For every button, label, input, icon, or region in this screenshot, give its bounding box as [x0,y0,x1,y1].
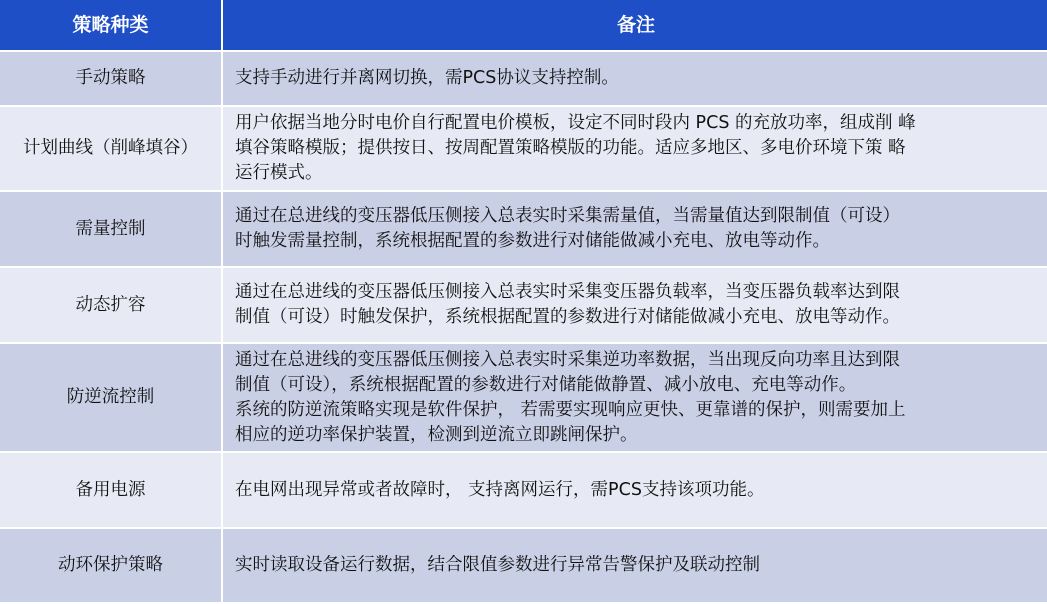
remark-line: 通过在总进线的变压器低压侧接入总表实时采集需量值，当需量值达到限制值（可设） [235,206,900,226]
header-remarks: 备注 [223,0,1047,52]
remark-line: 用户依据当地分时电价自行配置电价模板，设定不同时段内 PCS 的充放功率，组成削 峰 [235,113,916,133]
remark-line: 在电网出现异常或者故障时， 支持离网运行，需PCS支持该项功能。 [235,479,765,500]
remark-line: 通过在总进线的变压器低压侧接入总表实时采集变压器负载率，当变压器负载率达到限 [235,282,900,302]
strategy-remark [223,344,1047,453]
remark-line: 支持手动进行并离网切换，需PCS协议支持控制。 [235,68,619,88]
strategy-name: 需量控制 [0,192,221,268]
header-strategy-type: 策略种类 [0,0,221,52]
strategy-name: 手动策略 [0,52,221,107]
remark-line: 填谷策略模版；提供按日、按周配置策略模版的功能。适应多地区、多电价环境下策 略 [235,138,906,158]
remark-line: 运行模式。 [235,163,323,183]
strategy-name: 计划曲线（削峰填谷） [0,107,221,192]
strategy-name: 动态扩容 [0,268,221,344]
strategy-name: 备用电源 [0,453,221,529]
remark-line: 制值（可设），系统根据配置的参数进行对储能做静置、减小放电、充电等动作。 [235,374,857,395]
remark-line: 制值（可设）时触发保护，系统根据配置的参数进行对储能做减小充电、放电等动作。 [235,307,900,327]
strategy-remark [223,192,1047,268]
remark-line: 时触发需量控制，系统根据配置的参数进行对储能做减小充电、放电等动作。 [235,231,830,251]
strategy-remark [223,453,1047,529]
remark-line: 实时读取设备运行数据，结合限值参数进行异常告警保护及联动控制 [235,555,760,575]
strategy-remark [223,529,1047,604]
remark-line: 系统的防逆流策略实现是软件保护， 若需要实现响应更快、更靠谱的保护，则需要加上 [235,399,906,420]
strategy-remark [223,107,1047,192]
strategy-remark [223,268,1047,344]
remark-line: 通过在总进线的变压器低压侧接入总表实时采集逆功率数据，当出现反向功率且达到限 [235,349,900,370]
strategy-remark [223,52,1047,107]
strategy-name: 防逆流控制 [0,344,221,453]
strategy-name: 动环保护策略 [0,529,221,604]
remark-line: 相应的逆功率保护装置，检测到逆流立即跳闸保护。 [235,424,638,445]
